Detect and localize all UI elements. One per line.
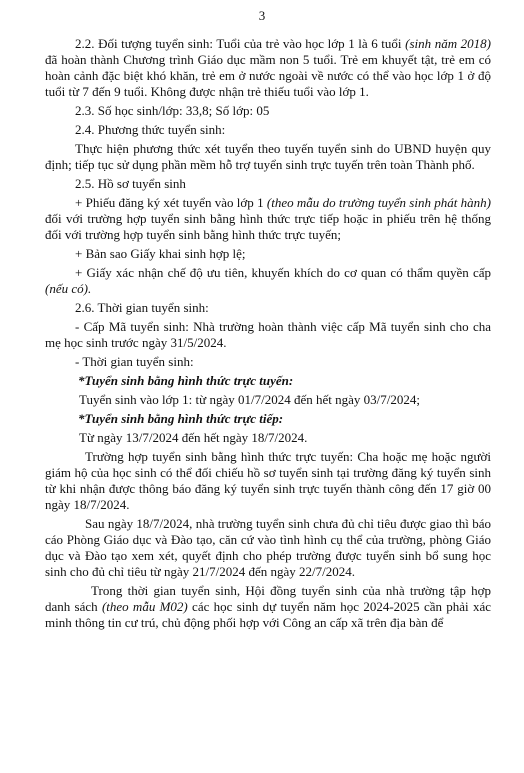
document-body	[45, 36, 491, 631]
list-item-priority-certificate: + Giấy xác nhận chế độ ưu tiên, khuyến khích do cơ quan có thẩm quyền cấp (nếu có).	[45, 265, 491, 296]
subheading-direct-admission: *Tuyển sinh bằng hình thức trực tiếp:	[78, 411, 284, 426]
heading-admission-method: 2.4. Phương thức tuyển sinh:	[75, 122, 226, 137]
paragraph-admission-code: - Cấp Mã tuyển sinh: Nhà trường hoàn thành việc cấp Mã tuyển sinh cho cha mẹ học sinh trước ngày 31/5/2024.	[45, 319, 491, 350]
subheading-online-admission: *Tuyển sinh bằng hình thức trực tuyến:	[78, 373, 294, 388]
list-item-birth-certificate: + Bản sao Giấy khai sinh hợp lệ;	[75, 246, 246, 261]
paragraph-admission-method: Thực hiện phương thức xét tuyển theo tuyến tuyển sinh do UBND huyện quy định; tiếp tục sử dụng phần mềm hỗ trợ tuyển sinh trực tuyến trên toàn Thành phố.	[45, 141, 491, 172]
paragraph-target-students: 2.2. Đối tượng tuyển sinh: Tuổi của trẻ vào học lớp 1 là 6 tuổi (sinh năm 2018) đã hoàn thành Chương trình Giáo dục mầm non 5 tuổi. Trẻ em khuyết tật, trẻ em có hoàn cảnh đặc biệt khó khăn, trẻ em ở nước ngoài về nước có thể vào học lớp 1 ở độ tuổi từ 7 đến 9 tuổi. Không được nhận trẻ thiếu tuổi vào lớp 1.	[45, 36, 491, 99]
list-item-registration-form: + Phiếu đăng ký xét tuyển vào lớp 1 (theo mẫu do trường tuyển sinh phát hành) đối với trường hợp tuyển sinh bằng hình thức trực tiếp hoặc in phiếu trên hệ thống đối với trường hợp tuyển sinh bằng hình thức trực tuyến;	[45, 195, 492, 242]
paragraph-online-dates: Tuyển sinh vào lớp 1: từ ngày 01/7/2024 đến hết ngày 03/7/2024;	[79, 392, 420, 407]
paragraph-residence-verification: Trong thời gian tuyển sinh, Hội đồng tuyển sinh của nhà trường tập hợp danh sách (theo mẫu M02) các học sinh dự tuyển năm học 2024-2025 cần phải xác minh thông tin cư trú, chủ động phối hợp với Công an cấp xã trên địa bàn để	[45, 583, 491, 630]
paragraph-direct-dates: Từ ngày 13/7/2024 đến hết ngày 18/7/2024.	[79, 430, 308, 445]
heading-admission-time: 2.6. Thời gian tuyển sinh:	[75, 300, 209, 315]
paragraph-supplementary-admission: Sau ngày 18/7/2024, nhà trường tuyển sinh chưa đủ chỉ tiêu được giao thì báo cáo Phòng Giáo dục và Đào tạo, căn cứ vào tình hình cụ thể của trường, phòng Giáo dục và Đào tạo xem xét, quyết định cho phép trường được tuyển sinh bổ sung học sinh cho đủ chỉ tiêu từ ngày 21/7/2024 đến ngày 22/7/2024.	[45, 516, 491, 579]
paragraph-admission-period: - Thời gian tuyển sinh:	[75, 354, 194, 369]
page-number: 3	[258, 8, 266, 23]
paragraph-online-verification: Trường hợp tuyển sinh bằng hình thức trực tuyến: Cha hoặc mẹ hoặc người giám hộ của học sinh có thể đối chiếu hồ sơ tuyển sinh tại trường đăng ký tuyển sinh từ khi nhận được thông báo đăng ký tuyển sinh trực tuyến thành công đến 17 giờ 00 ngày 18/7/2024.	[45, 449, 491, 512]
heading-application-dossier: 2.5. Hồ sơ tuyển sinh	[75, 176, 186, 191]
paragraph-class-size: 2.3. Số học sinh/lớp: 33,8; Số lớp: 05	[75, 103, 270, 118]
